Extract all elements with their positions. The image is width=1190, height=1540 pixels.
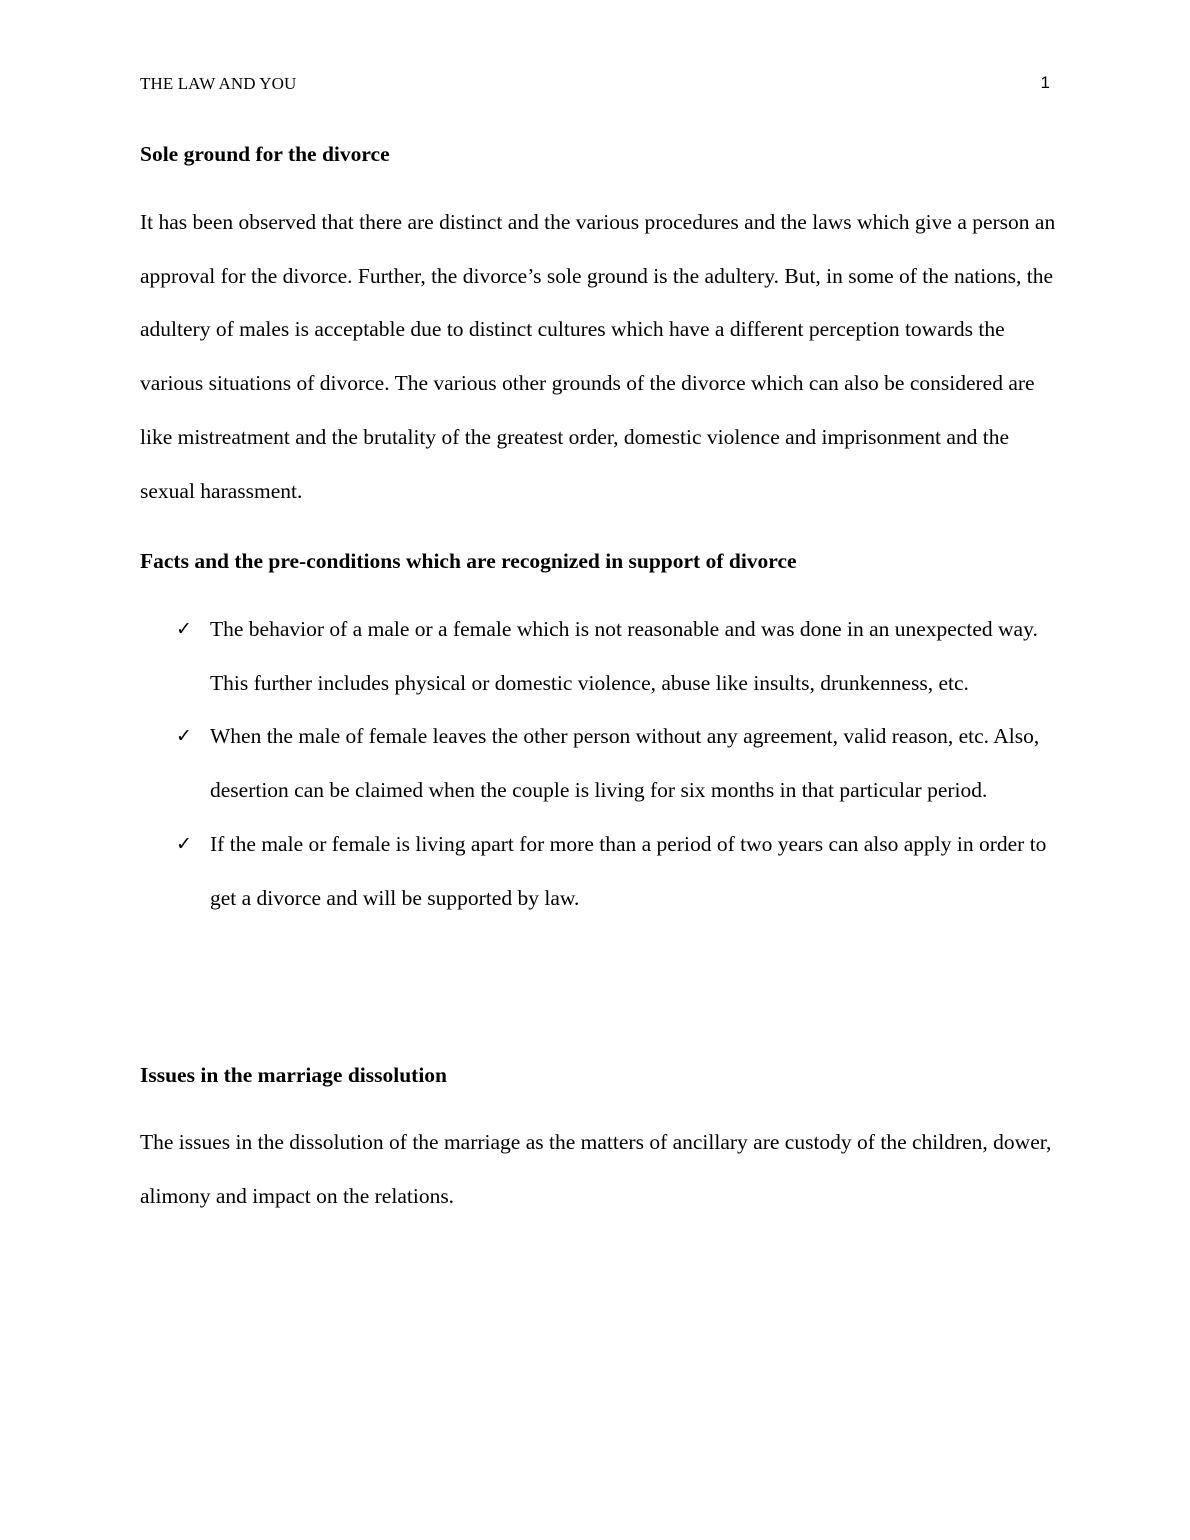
list-item [140, 710, 1060, 817]
section-heading-issues: Issues in the marriage dissolution [140, 1063, 448, 1087]
check-icon: ✓ [176, 832, 192, 855]
section-heading-sole-ground: Sole ground for the divorce [140, 142, 390, 166]
paragraph-issues: The issues in the dissolution of the marriage as the matters of ancillary are custody of the children, dower, alimony and impact on the relations. [140, 1130, 1052, 1208]
list-item [140, 818, 1060, 925]
paragraph-sole-ground: It has been observed that there are distinct and the various procedures and the laws which give a person an approval for the divorce. Further, the divorce’s sole ground is the adultery. But, in some of the nations, the adultery of males is acceptable due to distinct cultures which have a different perception towards the various situations of divorce. The various other grounds of the divorce which can also be considered are like mistreatment and the brutality of the greatest order, domestic violence and imprisonment and the sexual harassment. [140, 210, 1056, 503]
check-icon: ✓ [176, 725, 192, 748]
list-item-text: When the male of female leaves the other person without any agreement, valid reason, etc. Also, desertion can be claimed when the couple is living for six months in that particular period. [210, 724, 1040, 803]
running-header: THE LAW AND YOU [140, 74, 297, 93]
list-item-text: If the male or female is living apart for more than a period of two years can also apply in order to get a divorce and will be supported by law. [210, 831, 1047, 910]
list-item [140, 603, 1060, 710]
list-item-text: The behavior of a male or a female which is not reasonable and was done in an unexpected way. This further includes physical or domestic violence, abuse like insults, drunkenness, etc. [210, 617, 1038, 695]
facts-bullet-list [140, 603, 1060, 925]
check-icon: ✓ [176, 618, 192, 640]
section-heading-facts: Facts and the pre-conditions which are recognized in support of divorce [140, 549, 797, 573]
page-number: 1 [1040, 73, 1050, 92]
